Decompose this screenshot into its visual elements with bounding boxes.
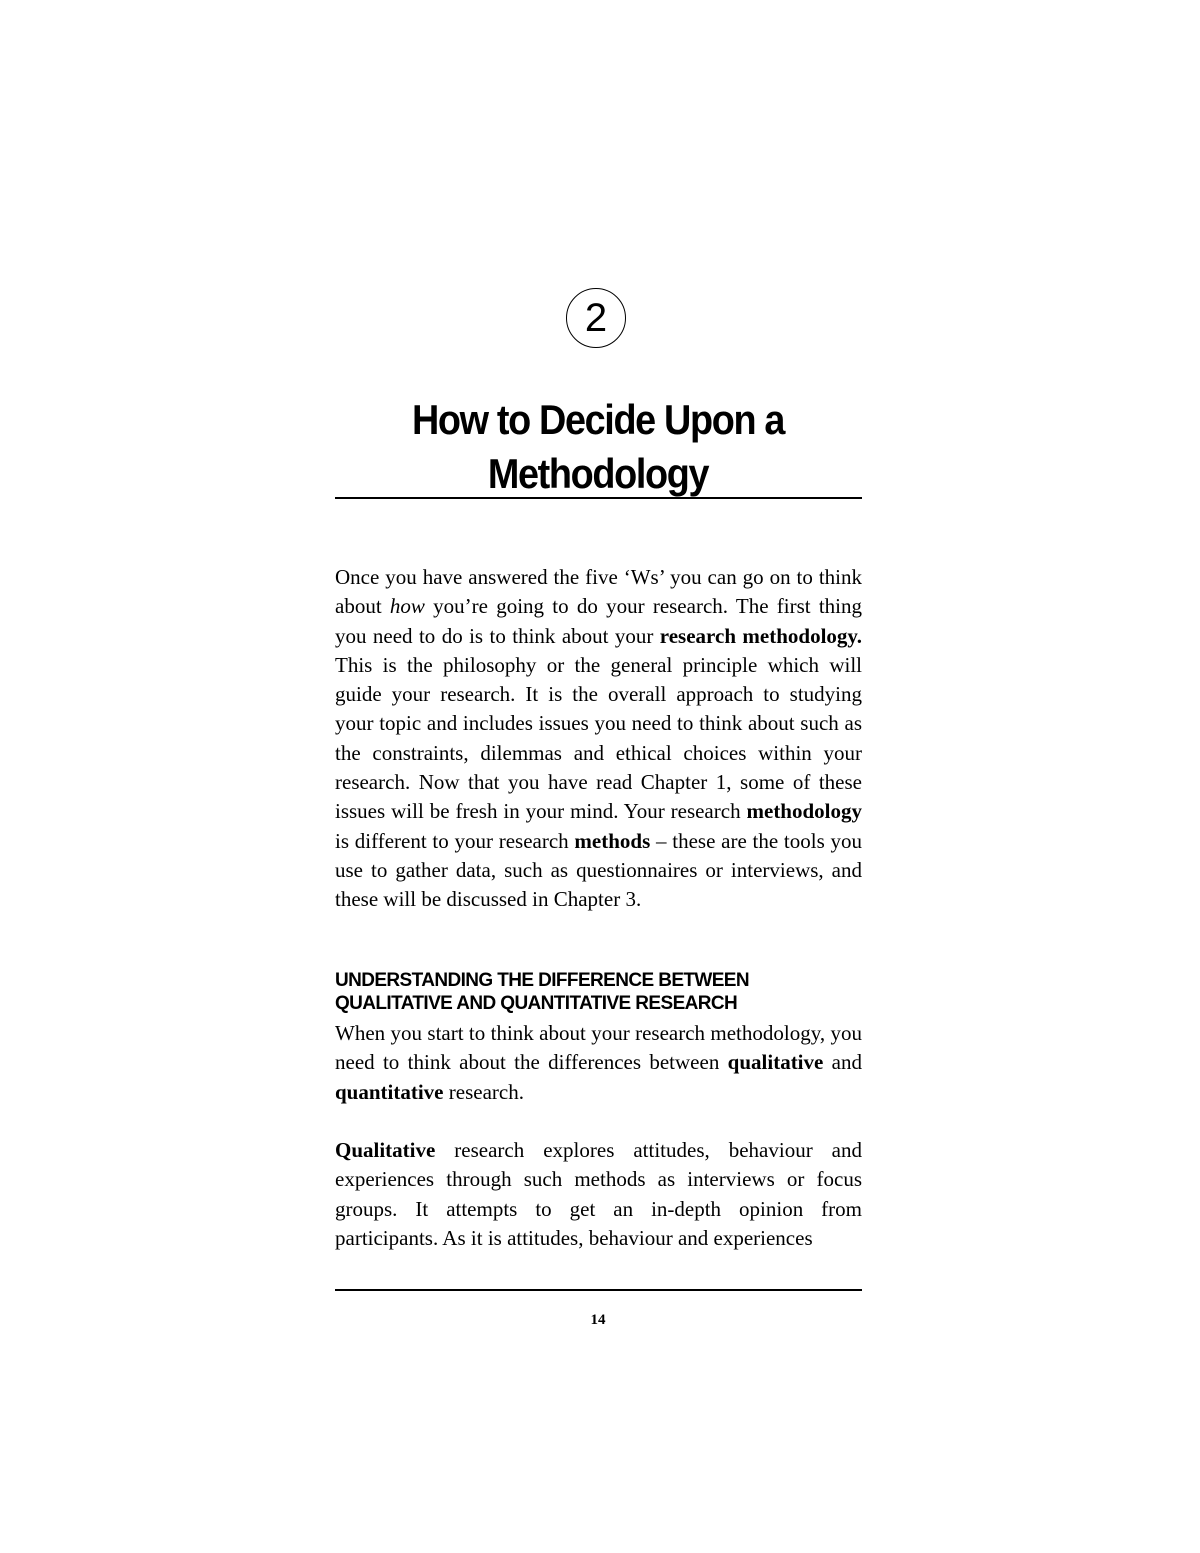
chapter-number-badge — [566, 288, 626, 348]
bold-methods: methods — [574, 828, 651, 853]
text-run: Once you have answered the five ‘Ws’ you can go on to think about — [335, 565, 862, 619]
text-run: This is the philosophy or the general principle which will guide your research. It is the overall approach to studying your topic and includes issues you need to think about such as the constraints, dilemmas and ethical choices within your research. Now that you have read Chapter 1, some of these issues will be fresh in your mind. Your research — [335, 652, 862, 824]
text-run: and — [823, 1050, 863, 1075]
qualitative-paragraph — [335, 1136, 862, 1253]
emphasis-how: how — [389, 594, 425, 619]
bold-methodology: methodology — [746, 799, 862, 824]
bold-qualitative: qualitative — [727, 1050, 824, 1075]
section-heading-line-2: QUALITATIVE AND QUANTITATIVE RESEARCH — [335, 993, 738, 1014]
chapter-title-line-2: Methodology — [487, 450, 709, 497]
chapter-title — [361, 393, 834, 501]
footer-divider — [335, 1289, 862, 1291]
bold-qualitative: Qualitative — [335, 1138, 436, 1162]
text-run: research explores attitudes, behaviour and experiences through such methods as interviews or focus groups. It attempts to get an in-depth opinion from participants. As it is attitudes, behaviour and experiences — [335, 1138, 862, 1250]
intro-paragraph — [335, 563, 862, 915]
text-run: When you start to think about your research methodology, you need to think about the differences between — [335, 1021, 862, 1075]
page-number: 14 — [590, 1312, 606, 1328]
bold-quantitative: quantitative — [335, 1079, 444, 1104]
section-heading — [335, 969, 862, 1015]
section-heading-line-1: UNDERSTANDING THE DIFFERENCE BETWEEN — [335, 970, 749, 991]
bold-research-methodology: research methodology. — [659, 623, 862, 648]
chapter-title-line-1: How to Decide Upon a — [411, 396, 785, 443]
text-run: is different to your research — [335, 828, 575, 853]
title-divider — [335, 497, 862, 499]
text-run: you’re going to do your research. The first thing you need to do is to think about your — [335, 594, 863, 648]
text-run: research. — [443, 1079, 524, 1104]
chapter-number: 2 — [584, 296, 608, 340]
methodology-paragraph — [335, 1019, 862, 1107]
text-run: – these are the tools you use to gather data, such as questionnaires or interviews, and these will be discussed in Chapter 3. — [335, 828, 863, 912]
